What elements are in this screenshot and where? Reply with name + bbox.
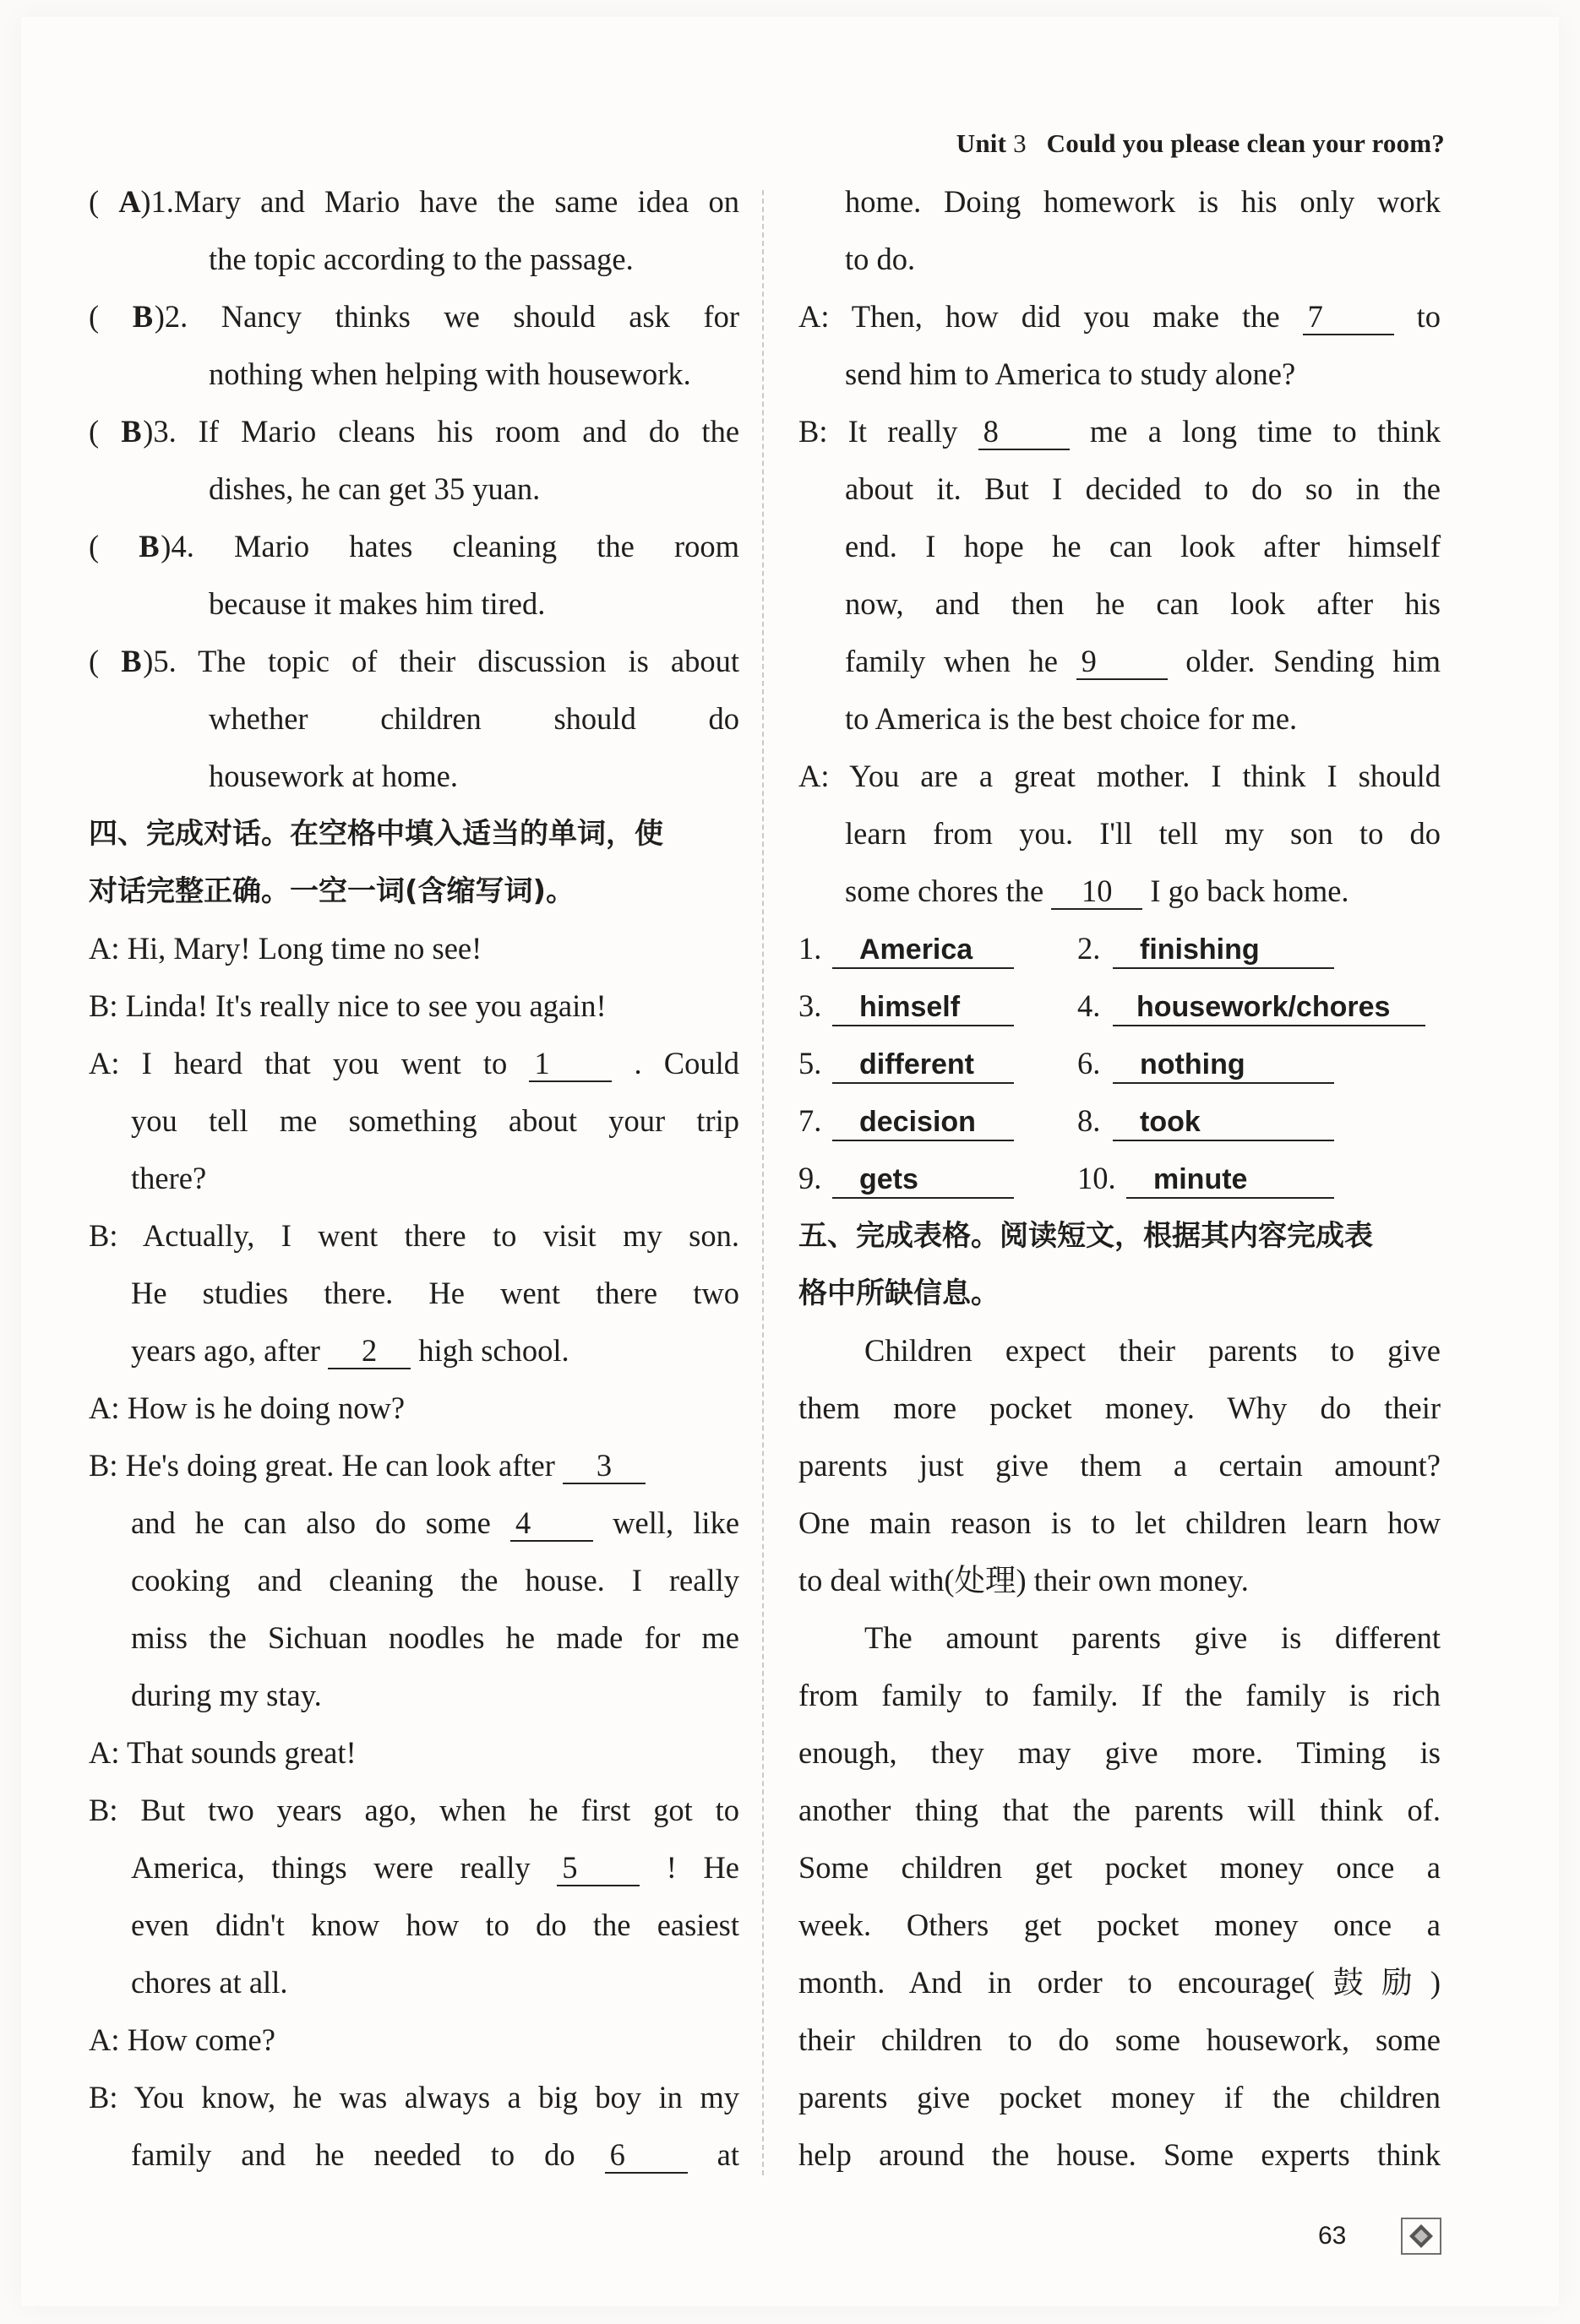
blank-9: 9 bbox=[1076, 645, 1168, 680]
tf-item-5-cont: whether children should do bbox=[209, 701, 739, 736]
tf-answer: B bbox=[139, 529, 160, 563]
answer-item: 5. different bbox=[798, 1035, 1077, 1092]
answer-list bbox=[798, 920, 1441, 1207]
passage-line: enough, they may give more. Timing is bbox=[798, 1735, 1441, 1770]
answer-item: 10. minute bbox=[1077, 1150, 1441, 1207]
tf-answer: B bbox=[132, 299, 154, 334]
passage-line: to deal with(处理) their own money. bbox=[798, 1563, 1249, 1597]
answer-item: 9. gets bbox=[798, 1150, 1077, 1207]
answer-item: 3. himself bbox=[798, 977, 1077, 1035]
answer-item: 2. finishing bbox=[1077, 920, 1441, 977]
dialog-line: B: Actually, I went there to visit my son. bbox=[89, 1218, 739, 1253]
dialog-line: even didn't know how to do the easiest bbox=[131, 1908, 739, 1942]
dialog-line: and he can also do some 4 well, like bbox=[131, 1505, 740, 1540]
dialog-line: cooking and cleaning the house. I really bbox=[131, 1563, 739, 1597]
tf-answer: B bbox=[121, 644, 142, 678]
dialog-line: end. I hope he can look after himself bbox=[845, 529, 1441, 563]
dialog-line: A: That sounds great! bbox=[89, 1735, 357, 1770]
section4-title-cont: 对话完整正确。一空一词(含缩写词)。 bbox=[89, 874, 575, 908]
dialog-line: B: But two years ago, when he first got to bbox=[89, 1793, 739, 1827]
tf-item-1-cont: the topic according to the passage. bbox=[209, 242, 634, 276]
dialog-line: to do. bbox=[845, 242, 916, 276]
answer-item: 6. nothing bbox=[1077, 1035, 1441, 1092]
tf-item-5-cont2: housework at home. bbox=[209, 759, 458, 793]
tf-item-4-cont: because it makes him tired. bbox=[209, 586, 546, 621]
tf-item-4: ( B)4. Mario hates cleaning the room bbox=[89, 518, 739, 575]
tf-item-2: ( B)2. Nancy thinks we should ask for bbox=[89, 288, 739, 346]
blank-10: 10 bbox=[1051, 874, 1142, 910]
passage-line: another thing that the parents will think of. bbox=[798, 1793, 1441, 1827]
right-column bbox=[798, 173, 1441, 2184]
page-number: 63 bbox=[1318, 2222, 1347, 2250]
passage-line: One main reason is to let children learn how bbox=[798, 1505, 1441, 1540]
dialog-line: B: It really 8 me a long time to think bbox=[798, 414, 1441, 449]
blank-7: 7 bbox=[1303, 300, 1394, 335]
tf-answer: B bbox=[121, 414, 142, 449]
left-column bbox=[89, 173, 739, 2184]
dialog-line: about it. But I decided to do so in the bbox=[845, 471, 1441, 506]
dialog-line: A: How come? bbox=[89, 2022, 275, 2057]
dialog-line: A: Then, how did you make the 7 to bbox=[798, 299, 1441, 334]
dialog-line: chores at all. bbox=[131, 1965, 288, 2000]
answer-item: 7. decision bbox=[798, 1092, 1077, 1150]
blank-1: 1 bbox=[529, 1047, 612, 1082]
dialog-line: you tell me something about your trip bbox=[131, 1103, 739, 1138]
dialog-line: He studies there. He went there two bbox=[131, 1276, 739, 1310]
tf-item-5: ( B)5. The topic of their discussion is about bbox=[89, 633, 739, 690]
dialog-line: family and he needed to do 6 at bbox=[131, 2137, 740, 2172]
blank-3: 3 bbox=[563, 1449, 646, 1484]
blank-2: 2 bbox=[328, 1334, 411, 1369]
dialog-line: home. Doing homework is his only work bbox=[845, 184, 1441, 219]
tf-item-3: ( B)3. If Mario cleans his room and do the bbox=[89, 403, 739, 460]
dialog-line: send him to America to study alone? bbox=[845, 356, 1296, 391]
dialog-line: now, and then he can look after his bbox=[845, 586, 1441, 621]
passage-line: parents just give them a certain amount? bbox=[798, 1448, 1441, 1483]
dialog-line: years ago, after 2 high school. bbox=[131, 1333, 569, 1368]
dialog-line: during my stay. bbox=[131, 1678, 322, 1712]
tf-item-2-cont: nothing when helping with housework. bbox=[209, 356, 691, 391]
dialog-line: there? bbox=[131, 1161, 207, 1195]
passage-line: month. And in order to encourage(鼓励) bbox=[798, 1965, 1441, 2000]
dialog-line: learn from you. I'll tell my son to do bbox=[845, 816, 1441, 851]
dialog-line: B: He's doing great. He can look after 3 bbox=[89, 1437, 739, 1494]
passage-line: parents give pocket money if the children bbox=[798, 2080, 1441, 2114]
passage-line: from family to family. If the family is rich bbox=[798, 1678, 1441, 1712]
column-divider bbox=[762, 190, 764, 2175]
tf-item-3-cont: dishes, he can get 35 yuan. bbox=[209, 471, 541, 506]
section5-title-cont: 格中所缺信息。 bbox=[798, 1276, 1000, 1310]
diamond-icon bbox=[1401, 2218, 1441, 2255]
section5-title: 五、完成表格。阅读短文，根据其内容完成表 bbox=[798, 1219, 1373, 1253]
answer-item: 1. America bbox=[798, 920, 1077, 977]
answer-item: 8. took bbox=[1077, 1092, 1441, 1150]
blank-4: 4 bbox=[510, 1506, 593, 1542]
dialog-line: B: Linda! It's really nice to see you again! bbox=[89, 988, 607, 1023]
tf-answer: A bbox=[118, 184, 141, 219]
unit-label: Unit bbox=[956, 128, 1007, 158]
answer-item: 4. housework/chores bbox=[1077, 977, 1441, 1035]
unit-title: Could you please clean your room? bbox=[1046, 128, 1445, 158]
unit-header bbox=[956, 128, 1445, 159]
passage-line: week. Others get pocket money once a bbox=[798, 1908, 1441, 1942]
passage-line: Children expect their parents to give bbox=[864, 1333, 1441, 1368]
section4-title: 四、完成对话。在空格中填入适当的单词，使 bbox=[89, 817, 663, 851]
blank-5: 5 bbox=[557, 1851, 640, 1886]
blank-8: 8 bbox=[978, 415, 1070, 450]
dialog-line: B: You know, he was always a big boy in my bbox=[89, 2080, 739, 2114]
dialog-line: America, things were really 5 ! He bbox=[131, 1850, 740, 1885]
passage-line: their children to do some housework, some bbox=[798, 2022, 1441, 2057]
dialog-line: family when he 9 older. Sending him bbox=[845, 644, 1441, 678]
passage-line: The amount parents give is different bbox=[864, 1620, 1441, 1655]
dialog-line: A: Hi, Mary! Long time no see! bbox=[89, 931, 482, 966]
passage-line: help around the house. Some experts think bbox=[798, 2137, 1441, 2172]
dialog-line: A: You are a great mother. I think I should bbox=[798, 759, 1441, 793]
passage-line: them more pocket money. Why do their bbox=[798, 1391, 1441, 1425]
dialog-line: to America is the best choice for me. bbox=[845, 701, 1298, 736]
dialog-line: A: I heard that you went to 1 . Could bbox=[89, 1046, 739, 1080]
dialog-line: A: How is he doing now? bbox=[89, 1391, 406, 1425]
tf-item-1: ( A)1.Mary and Mario have the same idea on bbox=[89, 173, 739, 231]
blank-6: 6 bbox=[605, 2138, 688, 2174]
dialog-line: some chores the 10 I go back home. bbox=[845, 874, 1349, 908]
dialog-line: miss the Sichuan noodles he made for me bbox=[131, 1620, 739, 1655]
unit-number: 3 bbox=[1013, 128, 1027, 158]
passage-line: Some children get pocket money once a bbox=[798, 1850, 1441, 1885]
